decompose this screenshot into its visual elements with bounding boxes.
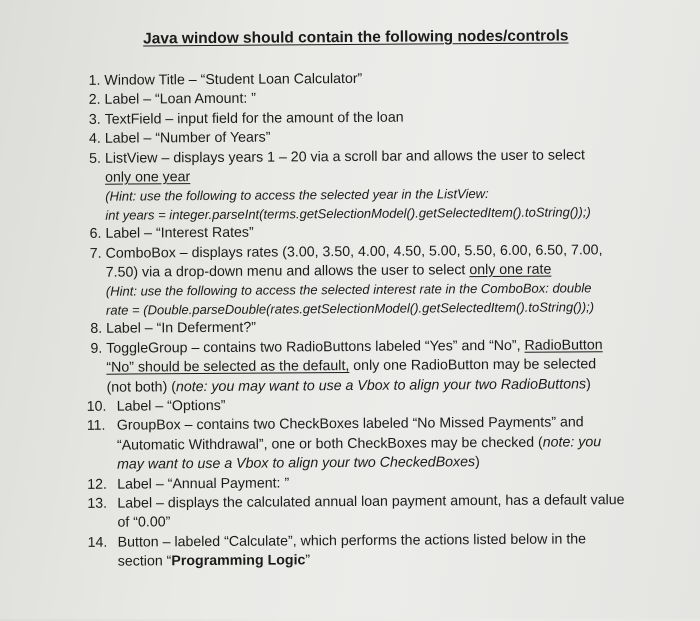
page-title: Java window should contain the following nodes/controls: [143, 27, 569, 48]
item-text: Label – displays the calculated annual loan payment amount, has a default value: [117, 492, 625, 512]
item-text: Label – “Interest Rates”: [105, 224, 254, 242]
item-text-part: ): [585, 375, 591, 392]
item-text: [117, 433, 641, 456]
item-hint-code: rate = (Double.parseDouble(rates.getSelectionModel().getSelectedItem().toString());): [105, 299, 595, 318]
item-text-part: only one RadioButton may be selected: [349, 356, 597, 375]
item-text-underlined: RadioButton: [524, 336, 603, 354]
item-text: [118, 549, 642, 572]
item-text: of “0.00”: [117, 514, 171, 531]
item-number: 1.: [88, 72, 101, 89]
item-text: Label – “Loan Amount: ”: [104, 91, 257, 109]
requirements-list: [78, 68, 641, 572]
item-number: 12.: [87, 476, 108, 493]
item-text-part: ”: [305, 552, 311, 569]
item-text-italic: note: you: [542, 433, 602, 451]
item-number: 2.: [88, 92, 101, 109]
item-text-part: 7.50) via a drop-down menu and allows the user to select: [105, 262, 470, 281]
list-item-7: [80, 241, 641, 321]
item-number: 5.: [89, 150, 101, 167]
item-text: TextField – input field for the amount of the loan: [104, 109, 404, 128]
item-text: Label – “Options”: [116, 397, 226, 415]
item-number: 3.: [88, 111, 101, 128]
item-number: 8.: [90, 321, 103, 338]
item-text-underlined: “No” should be selected as the default,: [106, 358, 350, 376]
item-number: 4.: [88, 130, 101, 148]
list-item-14: [82, 530, 642, 573]
item-text-part: ): [475, 454, 480, 471]
item-text: Label – “In Deferment?”: [106, 319, 257, 337]
item-hint: (Hint: use the following to access the selected interest rate in the ComboBox: double: [105, 280, 592, 300]
item-text: Label – “Number of Years”: [104, 129, 271, 147]
item-text-part: “Automatic Withdrawal”, one or both CheckBoxes may be checked (: [116, 434, 543, 454]
item-number: 14.: [87, 534, 108, 551]
list-item-11: [81, 413, 641, 475]
item-text: ListView – displays years 1 – 20 via a scroll bar and allows the user to select: [104, 146, 585, 167]
list-item-13: [81, 491, 641, 534]
item-text-part: ToggleGroup – contains two RadioButtons labeled “Yes” and “No”,: [106, 337, 525, 357]
item-text: Button – labeled “Calculate”, which performs the actions listed below in the: [117, 531, 587, 551]
item-number: 9.: [90, 340, 103, 357]
item-text-bold: Programming Logic: [171, 552, 306, 570]
item-text-part: (not both) (: [106, 378, 176, 396]
item-text-part: section “: [117, 553, 172, 570]
item-text: GroupBox – contains two CheckBoxes labeled “No Missed Payments” and: [116, 414, 584, 434]
list-item-5: [79, 146, 640, 226]
item-text: Label – “Annual Payment: ”: [117, 474, 290, 493]
item-number: 6.: [89, 225, 102, 243]
item-number: 11.: [86, 418, 106, 435]
item-text: Window Title – “Student Loan Calculator”: [104, 70, 363, 89]
item-text-italic: note: you may want to use a Vbox to align your two RadioButtons: [175, 375, 587, 395]
item-hint-code: int years = integer.parseInt(terms.getSelectionModel().getSelectedItem().toString());): [105, 204, 591, 223]
item-text-underlined: only one rate: [469, 261, 552, 279]
item-number: 10.: [86, 398, 107, 415]
item-number: 13.: [87, 495, 108, 512]
item-number: 7.: [89, 245, 102, 262]
item-text-italic: may want to use a Vbox to align your two CheckedBoxes: [117, 454, 476, 473]
item-text: ComboBox – displays rates (3.00, 3.50, 4.00, 4.50, 5.00, 5.50, 6.00, 6.50, 7.00,: [105, 241, 603, 262]
item-text-underlined: only one year: [105, 169, 191, 186]
list-item-9: [80, 336, 640, 398]
item-hint: (Hint: use the following to access the selected year in the ListView:: [105, 186, 489, 205]
